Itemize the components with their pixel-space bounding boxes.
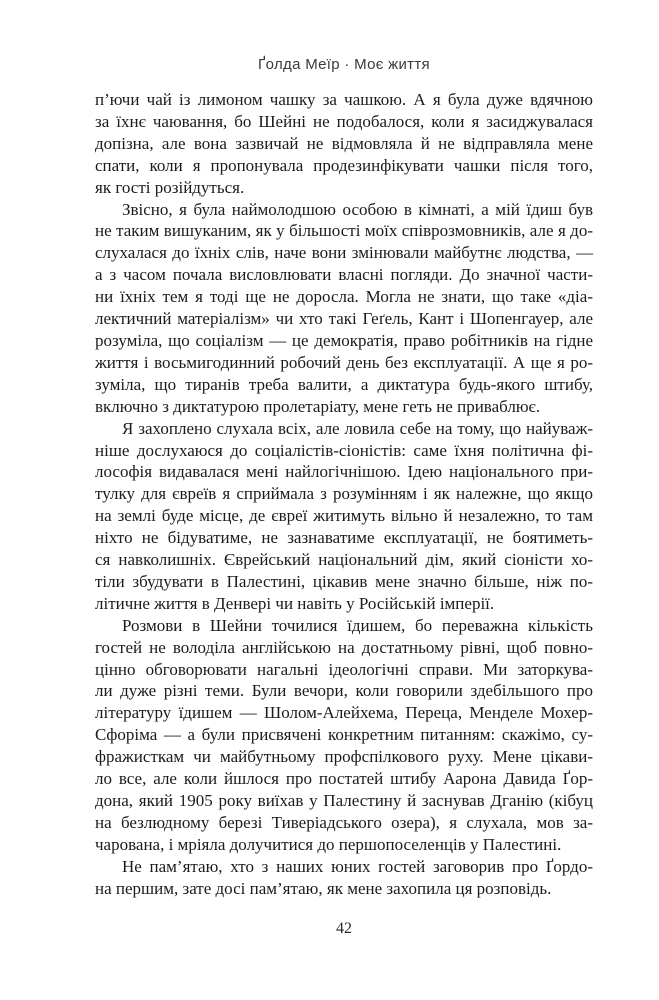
text-line: Не пам’ятаю, хто з наших юних гостей заговорив про Ґордо- bbox=[122, 856, 593, 876]
text-line: а з часом почала висловлювати власні погляди. До значної части- bbox=[95, 265, 593, 285]
text-line: включно з диктатурою пролетаріату, мене геть не приваблює. bbox=[95, 396, 541, 416]
text-line: зуміла, що тиранів треба валити, а диктатура будь-якого штибу, bbox=[95, 374, 593, 394]
text-line: ли дуже різні теми. Були вечори, коли говорили здебільшого про bbox=[95, 681, 593, 701]
text-line: лектичний матеріалізм» чи хто такі Геґель, Кант і Шопенгауер, але bbox=[95, 309, 593, 329]
text-line: гостей не володіла англійською на достатньому рівні, щоб повно- bbox=[95, 637, 593, 657]
text-line: як гості розійдуться. bbox=[95, 177, 245, 197]
paragraph bbox=[95, 615, 593, 856]
text-line: на першим, зате досі пам’ятаю, як мене захопила ця розповідь. bbox=[95, 878, 552, 898]
text-line: Звісно, я була наймолодшою особою в кімнаті, а мій їдиш був bbox=[122, 199, 593, 219]
text-line: літичне життя в Денвері чи навіть у Російській імперії. bbox=[95, 593, 495, 613]
text-line: фражисткам чи майбутньому профспілкового руху. Мене цікави- bbox=[95, 747, 593, 767]
text-line: чарована, і мріяла долучитися до першопоселенців у Палестині. bbox=[95, 834, 562, 854]
paragraph bbox=[95, 418, 593, 615]
paragraph bbox=[95, 199, 593, 418]
text-line: ніхто не бідуватиме, не зазнаватиме експлуатації, не боятиметь- bbox=[95, 528, 593, 548]
text-line: літературу їдишем — Шолом-Алейхема, Переца, Менделе Мохер- bbox=[95, 703, 593, 723]
text-line: розуміла, що соціалізм — це демократія, право робітників на гідне bbox=[95, 330, 593, 350]
text-line: ло все, але коли йшлося про постатей штибу Аарона Давида Ґор- bbox=[95, 769, 593, 789]
text-line: ни їхніх тем я тоді ще не доросла. Могла не знати, що таке «діа- bbox=[95, 287, 593, 307]
text-line: не таким вишуканим, як у більшості моїх співрозмовників, але я до- bbox=[95, 221, 593, 241]
text-line: лософія видавалася мені найлогічнішою. Ідею національного при- bbox=[95, 462, 593, 482]
text-line: ся навколишніх. Єврейський національний дім, який сіоністи хо- bbox=[95, 550, 593, 570]
body-text bbox=[95, 89, 593, 900]
text-line: слухалася до їхніх слів, наче вони змінювали майбутнє людства, — bbox=[95, 243, 593, 263]
text-line: за їхнє чаювання, бо Шейні не подобалося, коли я засиджувалася bbox=[95, 111, 593, 131]
paragraph bbox=[95, 856, 593, 900]
page-number: 42 bbox=[336, 920, 352, 937]
text-line: п’ючи чай із лимоном чашку за чашкою. А я була дуже вдячною bbox=[95, 90, 593, 109]
text-line: тіли збудувати в Палестині, цікавив мене значно більше, ніж по- bbox=[95, 571, 593, 591]
text-line: допізна, але вона зазвичай не відмовляла й не відправляла мене bbox=[95, 133, 593, 153]
text-line: життя і восьмигодинний робочий день без експлуатації. А ще я ро- bbox=[95, 352, 593, 372]
text-line: на безлюдному березі Тиверіадського озера), я слухала, мов за- bbox=[95, 812, 593, 832]
text-line: Сфоріма — а були присвячені конкретним питанням: скажімо, су- bbox=[95, 725, 593, 745]
paragraph bbox=[95, 89, 593, 199]
text-line: ніше дослухаюся до соціалістів-сіоністів: саме їхня політична фі- bbox=[95, 440, 593, 460]
text-line: дона, який 1905 року виїхав у Палестину й заснував Дганію (кібуц bbox=[95, 791, 593, 810]
text-line: Я захоплено слухала всіх, але ловила себе на тому, що найуваж- bbox=[122, 418, 593, 438]
text-line: Розмови в Шейни точилися їдишем, бо переважна кількість bbox=[122, 615, 593, 635]
running-head: Ґолда Меїр · Моє життя bbox=[258, 56, 430, 73]
text-line: спати, коли я пропонувала продезинфікувати чашки після того, bbox=[95, 155, 593, 175]
text-line: цінно обговорювати нагальні ідеологічні справи. Ми заторкува- bbox=[95, 659, 593, 679]
text-line: тулку для євреїв я сприймала з розумінням і як належне, що якщо bbox=[95, 484, 593, 504]
text-line: на землі буде місце, де євреї житимуть вільно й незалежно, то там bbox=[95, 506, 593, 526]
